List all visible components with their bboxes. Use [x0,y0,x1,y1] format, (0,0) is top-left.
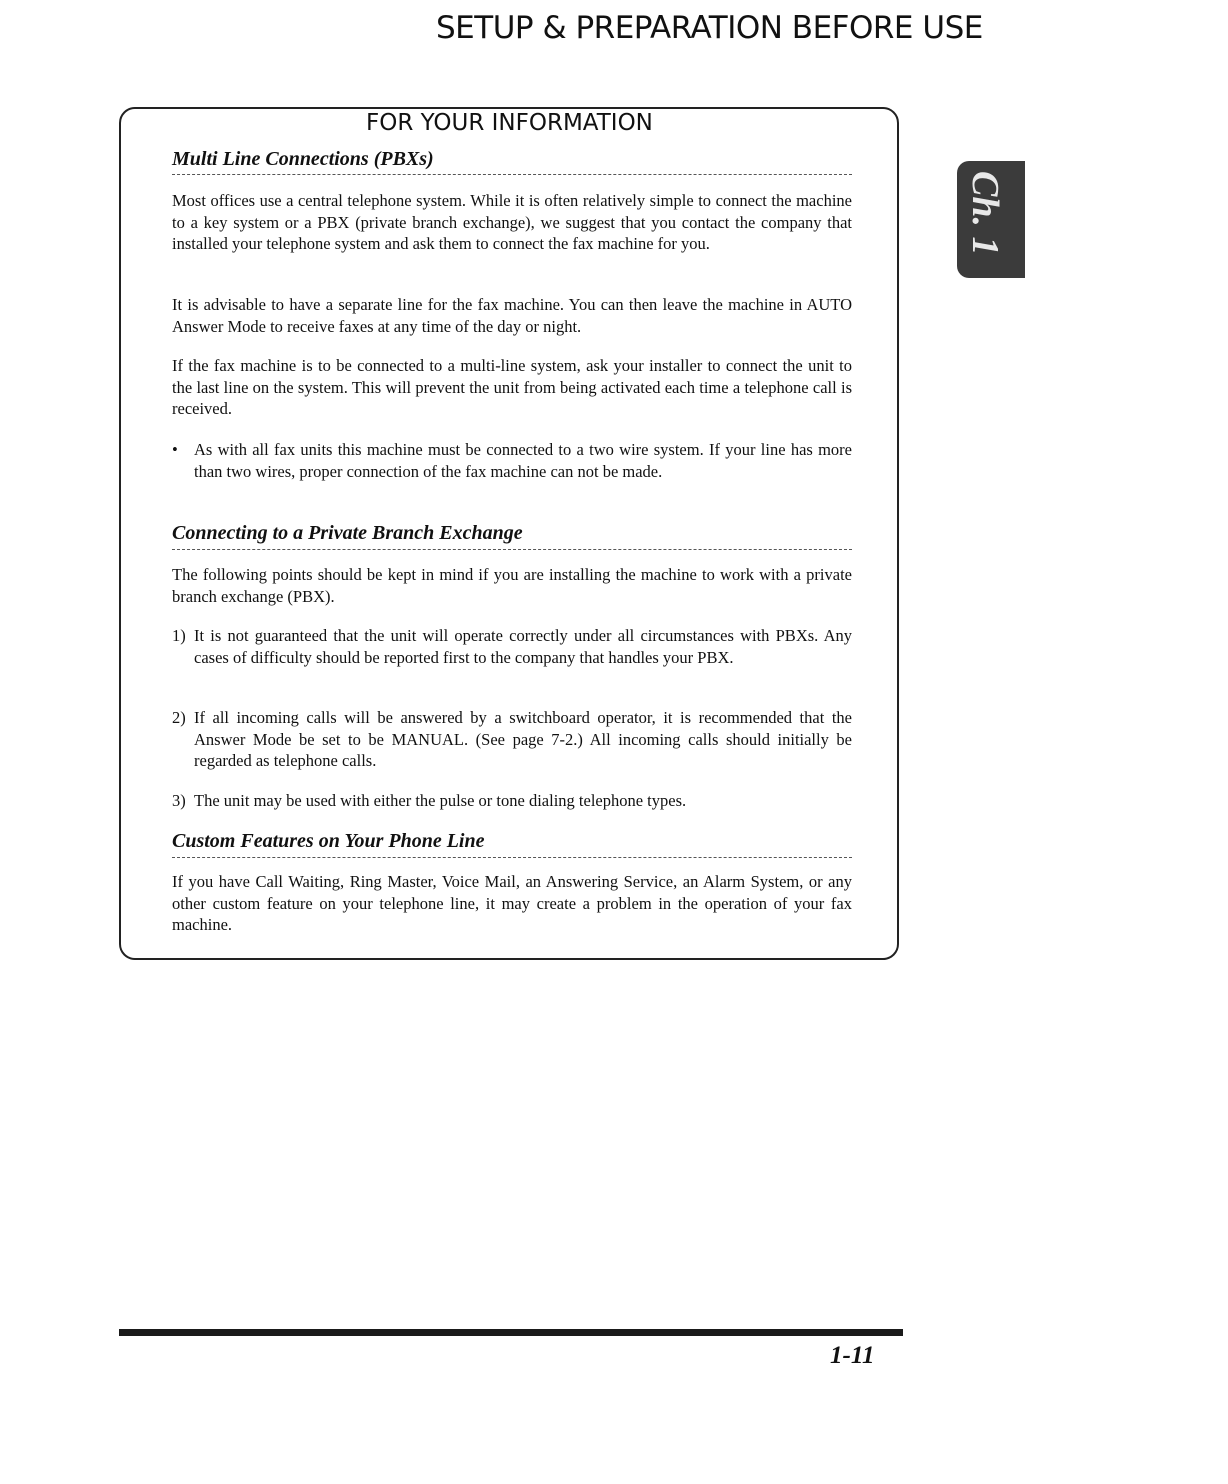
chapter-tab [957,161,1025,278]
info-box-heading: FOR YOUR INFORMATION [366,110,653,136]
chapter-tab-label: Ch. 1 [964,171,1006,256]
paragraph: Most offices use a central telephone system. While it is often relatively simple to connect the machine to a key system or a PBX (private branch exchange), we suggest that you contact the company that installed your telephone system and ask them to connect the fax machine for you. [172,191,852,253]
bullet-marker: • [172,440,178,459]
paragraph: If you have Call Waiting, Ring Master, Voice Mail, an Answering Service, an Alarm System, or any other custom feature on your telephone line, it may create a problem in the operation of your fax machine. [172,872,852,934]
section-title-custom-features: Custom Features on Your Phone Line [172,830,485,852]
item-text: If all incoming calls will be answered by a switchboard operator, it is recommended that the Answer Mode be set to be MANUAL. (See page 7-2.) All incoming calls should initially be regarded as telephone calls. [194,708,852,770]
paragraph: If the fax machine is to be connected to a multi-line system, ask your installer to connect the unit to the last line on the system. This will prevent the unit from being activated each time a telephone call is received. [172,356,852,418]
section-divider [172,857,852,858]
numbered-item [172,790,852,812]
numbered-item [172,707,852,772]
section-divider [172,174,852,175]
paragraph: It is advisable to have a separate line for the fax machine. You can then leave the machine in AUTO Answer Mode to receive faxes at any time of the day or night. [172,295,852,336]
bullet-text: As with all fax units this machine must be connected to a two wire system. If your line has more than two wires, proper connection of the fax machine can not be made. [194,440,852,481]
bullet-item [172,439,852,482]
section-title-multi-line: Multi Line Connections (PBXs) [172,148,434,170]
section-divider [172,549,852,550]
item-number: 3) [172,791,186,810]
page-number: 1-11 [830,1342,875,1369]
page-title: SETUP & PREPARATION BEFORE USE [436,10,983,46]
item-text: It is not guaranteed that the unit will operate correctly under all circumstances with PBXs. Any cases of difficulty should be reported first to the company that handles your PBX. [194,626,852,667]
item-number: 2) [172,708,186,727]
item-number: 1) [172,626,186,645]
item-text: The unit may be used with either the pulse or tone dialing telephone types. [194,791,687,810]
section-title-pbx: Connecting to a Private Branch Exchange [172,522,523,544]
footer-rule [119,1329,903,1336]
numbered-item [172,625,852,668]
paragraph: The following points should be kept in mind if you are installing the machine to work with a private branch exchange (PBX). [172,565,852,606]
